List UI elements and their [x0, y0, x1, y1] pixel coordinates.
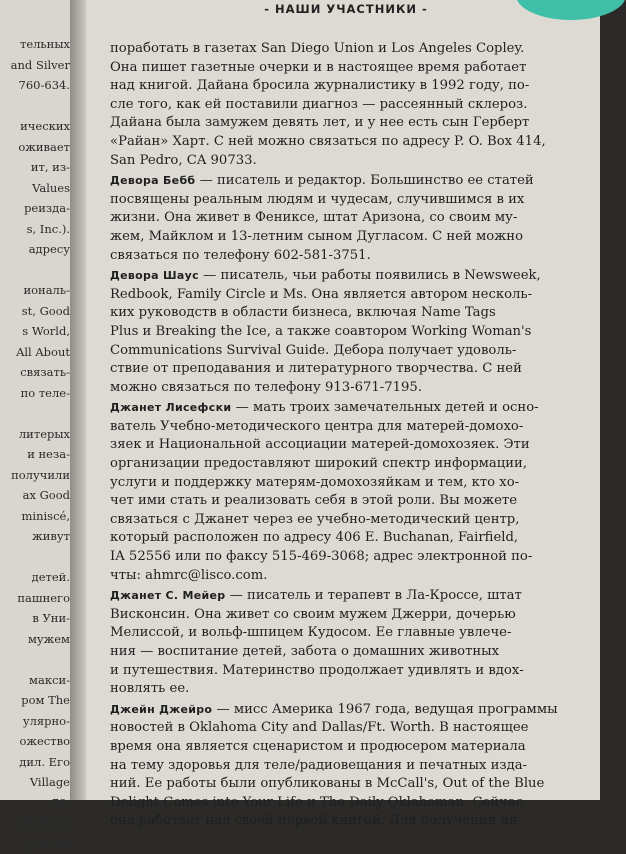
text-line — [110, 812, 560, 831]
contributor-name: Джейн Джейро — [110, 703, 212, 716]
left-page-fragment: ических — [0, 116, 74, 137]
text-line — [110, 228, 560, 247]
text-line — [110, 59, 560, 78]
line-text: ствие от преподавания и литературного творчества. С ней — [110, 361, 522, 376]
text-line — [110, 114, 560, 133]
line-text: чет ими стать и реализовать себя в этой роли. Вы можете — [110, 493, 517, 508]
text-line — [110, 701, 560, 720]
left-page-fragment: по теле- — [0, 383, 74, 404]
text-line — [110, 455, 560, 474]
text-line — [110, 757, 560, 776]
line-text: жизни. Она живет в Фениксе, штат Аризона, со своим му- — [110, 210, 517, 225]
left-page-fragment — [0, 547, 74, 568]
text-line — [110, 606, 560, 625]
left-page-fragment: ax Good — [0, 485, 74, 506]
left-page-fragment: All About — [0, 342, 74, 363]
text-line — [110, 172, 560, 191]
contributor-entry — [110, 40, 560, 170]
text-line — [110, 511, 560, 530]
text-line — [110, 662, 560, 681]
contributor-entry — [110, 172, 560, 265]
left-page-fragment: адресу — [0, 239, 74, 260]
line-text: на тему здоровья для теле/радиовещания и печатных изда- — [110, 758, 527, 773]
line-text: Plus и Breaking the Ice, а также соавтором Working Woman's — [110, 324, 531, 339]
line-text: новлять ее. — [110, 681, 189, 696]
line-text: организации предоставляют широкий спектр информации, — [110, 456, 527, 471]
left-page-fragment: miniscé, — [0, 506, 74, 527]
running-header: - НАШИ УЧАСТНИКИ - — [216, 2, 476, 16]
left-page-fragment: в Уни- — [0, 608, 74, 629]
text-line — [110, 529, 560, 548]
contributor-name: Девора Шаус — [110, 269, 199, 282]
text-line — [110, 247, 560, 266]
line-text: и путешествия. Материнство продолжает удивлять и вдох- — [110, 663, 524, 678]
line-text: который расположен по адресу 406 E. Buchanan, Fairfield, — [110, 530, 518, 545]
text-line — [110, 267, 560, 286]
left-page-fragment: ит, из- — [0, 157, 74, 178]
line-text: посвящены реальным людям и чудесам, случившимся в их — [110, 192, 524, 207]
line-text: — мать троих замечательных детей и осно- — [236, 400, 539, 415]
line-text: связаться по телефону 602-581-3751. — [110, 248, 371, 263]
line-text: — писатель и терапевт в Ла-Кроссе, штат — [230, 588, 522, 603]
line-text: Redbook, Family Circle и Ms. Она является автором несколь- — [110, 287, 532, 302]
left-page-fragment: мужем — [0, 629, 74, 650]
text-line — [110, 191, 560, 210]
text-line — [110, 418, 560, 437]
line-text: сле того, как ей поставили диагноз — рассеянный склероз. — [110, 97, 527, 112]
page-content — [110, 40, 560, 833]
text-line — [110, 323, 560, 342]
text-line — [110, 133, 560, 152]
left-page-fragment: тельных — [0, 34, 74, 55]
left-page-fragment — [0, 96, 74, 117]
text-line — [110, 719, 560, 738]
text-line — [110, 567, 560, 586]
text-line — [110, 436, 560, 455]
line-text: чты: ahmrc@lisco.com. — [110, 568, 267, 583]
line-text: поработать в газетах San Diego Union и Los Angeles Copley. — [110, 41, 524, 56]
line-text: Delight Comes into Your Life и The Daily Oklahoman. Сейчас — [110, 795, 523, 810]
text-line — [110, 152, 560, 171]
contributor-entry — [110, 587, 560, 699]
left-page-fragment: пашнего — [0, 588, 74, 609]
line-text: ватель Учебно-методического центра для матерей-домохо- — [110, 419, 523, 434]
line-text: — писатель и редактор. Большинство ее статей — [200, 173, 534, 188]
left-page-fragment: s World, — [0, 321, 74, 342]
left-page-fragment: иональ- — [0, 280, 74, 301]
contributor-name: Девора Бебб — [110, 174, 195, 187]
line-text: ний. Ее работы были опубликованы в McCall's, Out of the Blue — [110, 776, 544, 791]
line-text: она работает над своей первой книгой. Для получения ин- — [110, 813, 522, 828]
line-text: услуги и поддержку матерям-домохозяйкам и тем, кто хо- — [110, 475, 519, 490]
left-page-fragment: успела — [0, 834, 74, 854]
text-line — [110, 738, 560, 757]
text-line — [110, 399, 560, 418]
text-line — [110, 379, 560, 398]
line-text: ния — воспитание детей, забота о домашних животных — [110, 644, 499, 659]
text-line — [110, 587, 560, 606]
left-page-fragment: улярно- — [0, 711, 74, 732]
line-text: «Райан» Харт. С ней можно связаться по адресу P. O. Box 414, — [110, 134, 546, 149]
left-page-fragment: макси- — [0, 670, 74, 691]
text-line — [110, 624, 560, 643]
left-page-fragment: 78. — [0, 793, 74, 814]
text-line — [110, 680, 560, 699]
text-line — [110, 286, 560, 305]
line-text: можно связаться по телефону 913-671-7195. — [110, 380, 422, 395]
text-line — [110, 492, 560, 511]
right-page — [86, 0, 600, 800]
line-text: Висконсин. Она живет со своим мужем Джерри, дочерью — [110, 607, 516, 622]
line-text: Мелиссой, и вольф-шпицем Кудосом. Ее главные увлече- — [110, 625, 511, 640]
contributor-entry — [110, 267, 560, 397]
left-page-fragment: получили — [0, 465, 74, 486]
line-text: Она пишет газетные очерки и в настоящее время работает — [110, 60, 526, 75]
left-page — [0, 0, 74, 800]
left-page-fragment: связать- — [0, 362, 74, 383]
text-line — [110, 342, 560, 361]
left-page-fragment: Village — [0, 772, 74, 793]
line-text: Дайана была замужем девять лет, и у нее есть сын Герберт — [110, 115, 529, 130]
line-text: — писатель, чьи работы появились в Newsweek, — [203, 268, 541, 283]
contributor-name: Джанет Лисефски — [110, 401, 231, 414]
text-line — [110, 209, 560, 228]
text-line — [110, 548, 560, 567]
line-text: — мисс Америка 1967 года, ведущая программы — [217, 702, 558, 717]
left-page-fragment: 760-634. — [0, 75, 74, 96]
left-page-fragment: Values — [0, 178, 74, 199]
line-text: Communications Survival Guide. Дебора получает удоволь- — [110, 343, 516, 358]
text-line — [110, 643, 560, 662]
line-text: связаться с Джанет через ее учебно-методический центр, — [110, 512, 519, 527]
left-page-fragment — [0, 260, 74, 281]
left-page-fragment: and Silver — [0, 55, 74, 76]
text-line — [110, 96, 560, 115]
text-line — [110, 794, 560, 813]
left-page-fragment: ром The — [0, 690, 74, 711]
line-text: время она является сценаристом и продюсером материала — [110, 739, 526, 754]
text-line — [110, 360, 560, 379]
line-text: IA 52556 или по факсу 515-469-3068; адрес электронной по- — [110, 549, 532, 564]
contributor-entry — [110, 399, 560, 585]
thumb — [516, 0, 626, 20]
left-page-fragment — [0, 649, 74, 670]
contributor-name: Джанет С. Мейер — [110, 589, 225, 602]
line-text: над книгой. Дайана бросила журналистику в 1992 году, по- — [110, 78, 529, 93]
left-page-fragment: оживает — [0, 137, 74, 158]
left-page-fragment: ожество — [0, 731, 74, 752]
left-page-fragment — [0, 403, 74, 424]
text-line — [110, 775, 560, 794]
left-page-fragment: детей. — [0, 567, 74, 588]
left-page-fragment: st, Good — [0, 301, 74, 322]
left-page-fragment: и неза- — [0, 444, 74, 465]
left-page-fragment: дил. Его — [0, 752, 74, 773]
text-line — [110, 40, 560, 59]
left-page-fragment: s, Inc.). — [0, 219, 74, 240]
left-page-fragment: реизда- — [0, 198, 74, 219]
line-text: зяек и Национальной ассоциации матерей-домохозяек. Эти — [110, 437, 530, 452]
left-page-fragment: живут — [0, 526, 74, 547]
line-text: San Pedro, CA 90733. — [110, 153, 257, 168]
left-page-text — [0, 0, 74, 854]
left-page-fragment: литерых — [0, 424, 74, 445]
contributor-entry — [110, 701, 560, 831]
text-line — [110, 77, 560, 96]
left-page-fragment: в бульон — [0, 813, 74, 834]
text-line — [110, 304, 560, 323]
text-line — [110, 474, 560, 493]
line-text: жем, Майклом и 13-летним сыном Дугласом. С ней можно — [110, 229, 523, 244]
line-text: ких руководств в области бизнеса, включая Name Tags — [110, 305, 496, 320]
line-text: новостей в Oklahoma City and Dallas/Ft. Worth. В настоящее — [110, 720, 529, 735]
